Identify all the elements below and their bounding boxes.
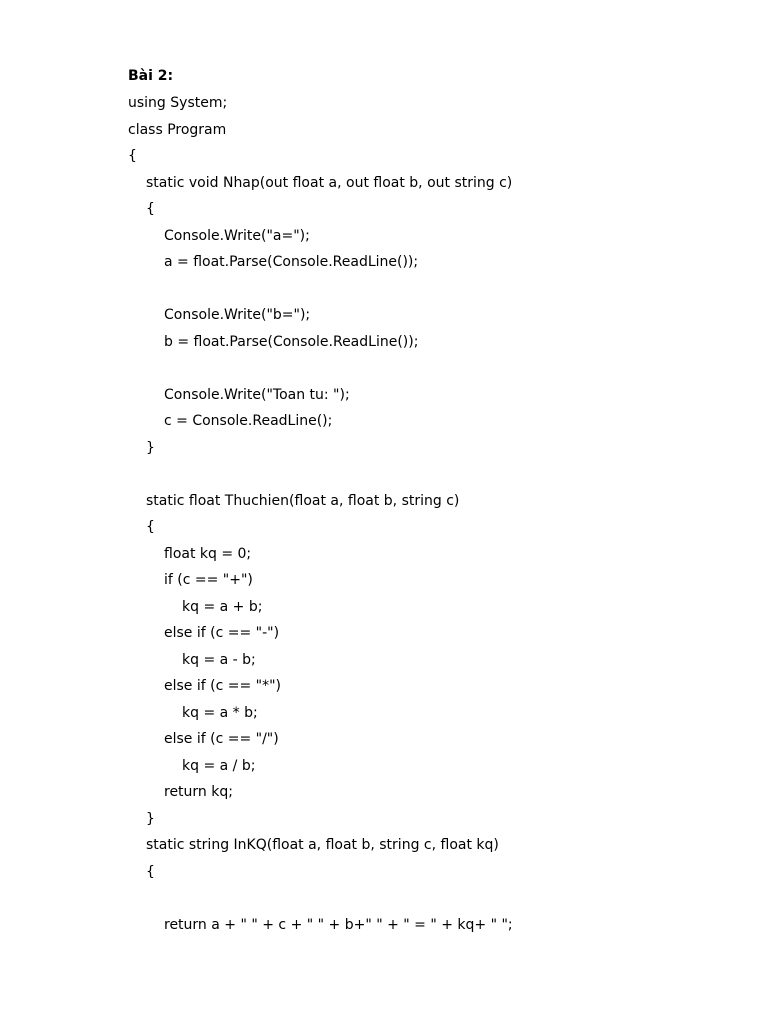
code-line (128, 889, 728, 916)
code-line: else if (c == "*") (164, 678, 281, 694)
code-line: static void Nhap(out float a, out float b, out string c) (146, 174, 513, 191)
code-line: kq = a - b; (182, 651, 256, 668)
code-line: b = float.Parse(Console.ReadLine()); (164, 333, 419, 350)
code-line: using System; (128, 95, 228, 111)
code-line: { (146, 863, 155, 880)
code-line: return a + " " + c + " " + b+" " + " = " + kq+ " "; (164, 916, 513, 933)
code-line: else if (c == "/") (164, 731, 279, 747)
code-line: c = Console.ReadLine(); (164, 413, 333, 429)
code-line: kq = a / b; (182, 757, 256, 774)
code-line: } (146, 439, 155, 456)
code-line: a = float.Parse(Console.ReadLine()); (164, 254, 419, 270)
code-line: { (146, 201, 155, 217)
code-line: kq = a + b; (182, 598, 263, 615)
code-line: { (146, 519, 155, 535)
code-line: Console.Write("Toan tu: "); (164, 386, 350, 403)
code-line: kq = a * b; (182, 704, 258, 721)
code-line: float kq = 0; (164, 545, 252, 562)
code-block (128, 94, 728, 942)
code-line: Console.Write("a="); (164, 227, 310, 244)
code-line: { (128, 148, 137, 164)
code-line: if (c == "+") (164, 572, 253, 588)
code-line: static float Thuchien(float a, float b, string c) (146, 492, 460, 509)
exercise-heading: Bài 2: (128, 68, 174, 84)
code-line: } (146, 810, 155, 827)
code-line (128, 359, 728, 386)
code-line: static string InKQ(float a, float b, string c, float kq) (146, 837, 499, 853)
code-line: Console.Write("b="); (164, 307, 311, 323)
code-line: else if (c == "-") (164, 625, 280, 641)
code-line: return kq; (164, 784, 233, 800)
code-line (128, 465, 728, 492)
code-line (128, 280, 728, 307)
code-line: class Program (128, 121, 227, 138)
